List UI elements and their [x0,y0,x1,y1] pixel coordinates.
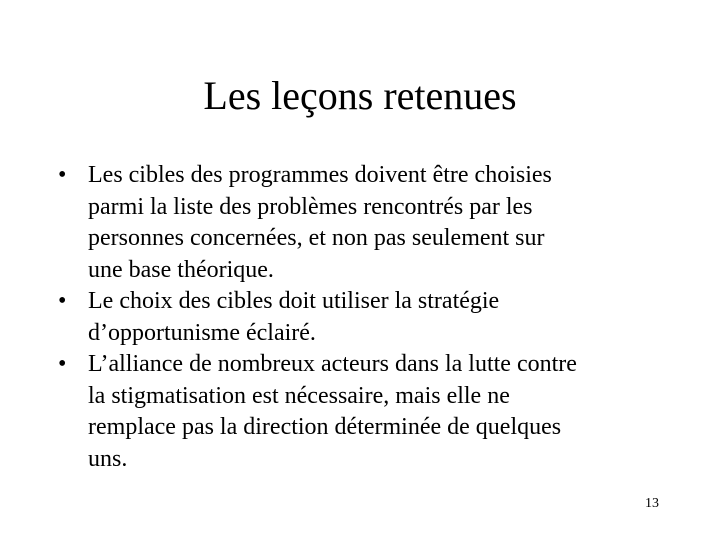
bullet-1-line-2: parmi la liste des problèmes rencontrés par les [88,193,533,220]
bullet-list [58,160,698,475]
bullet-3-line-1: L’alliance de nombreux acteurs dans la lutte contre [88,351,577,377]
slide-title: Les leçons retenues [203,73,517,118]
bullet-1-line-1: Les cibles des programmes doivent être choisies [88,162,552,188]
bullet-1-line-4: une base théorique. [88,256,274,283]
bullet-item-2 [58,286,698,349]
bullet-item-1 [58,160,698,286]
bullet-2-line-1: Le choix des cibles doit utiliser la stratégie [88,288,500,314]
bullet-item-3 [58,349,698,475]
bullet-icon: • [58,162,67,188]
bullet-icon: • [58,288,67,314]
bullet-2-line-2: d’opportunisme éclairé. [88,319,316,346]
bullet-1-line-3: personnes concernées, et non pas seulement sur [88,225,545,251]
bullet-3-line-2: la stigmatisation est nécessaire, mais elle ne [88,382,510,409]
bullet-3-line-3: remplace pas la direction déterminée de quelques [88,414,562,440]
bullet-icon: • [58,351,67,377]
page-number: 13 [645,496,659,511]
bullet-3-line-4: uns. [88,445,128,472]
